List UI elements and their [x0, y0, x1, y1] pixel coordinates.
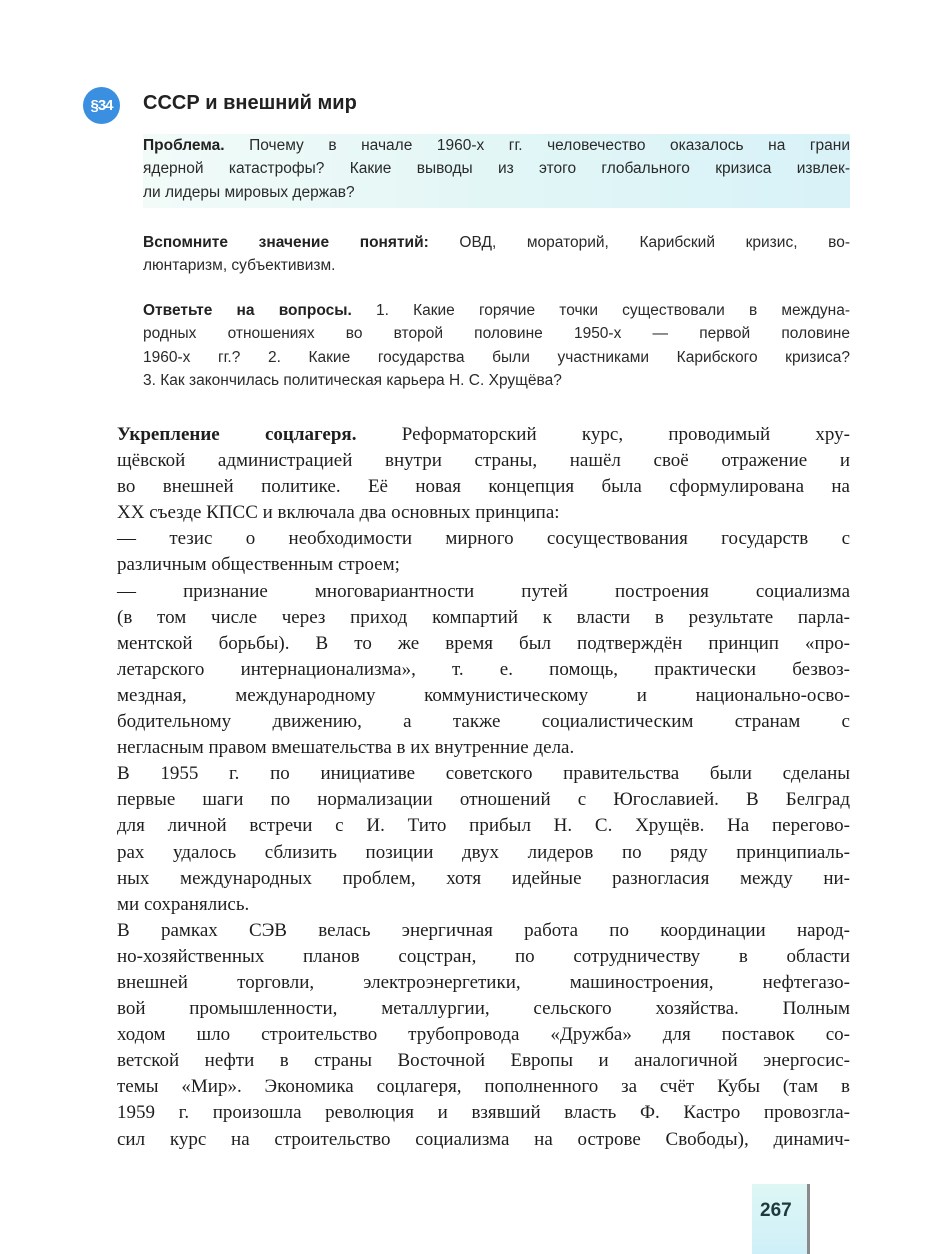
problem-text: ли лидеры мировых держав? [143, 183, 355, 201]
text-line: негласным правом вмешательства в их внутренние дела. [117, 737, 575, 759]
text-line: но-хозяйственных планов соцстран, по сотрудничеству в области [117, 945, 850, 967]
recall-label: Вспомните значение понятий: [143, 234, 429, 251]
text-line: летарского интернационализма», т. е. помощь, практически безвоз- [117, 658, 850, 680]
questions-label: Ответьте на вопросы. [143, 302, 352, 319]
subsection-heading: Укрепление соцлагеря. [117, 424, 357, 445]
text-line: сил курс на строительство социализма на острове Свободы), динамич- [117, 1128, 850, 1150]
text-line: (в том числе через приход компартий к власти в результате парла- [117, 606, 850, 628]
questions-text: родных отношениях во второй половине 1950-х — первой половине [143, 325, 850, 343]
questions-text: 1. Какие горячие точки существовали в междуна- [375, 302, 850, 319]
text-line: внешней торговли, электроэнергетики, машиностроения, нефтегазо- [117, 971, 850, 993]
text-line: первые шаги по нормализации отношений с Югославией. В Белград [117, 789, 850, 811]
text-line: щёвской администрацией внутри страны, нашёл своё отражение и [117, 450, 850, 472]
text-line: во внешней политике. Её новая концепция была сформулирована на [117, 476, 850, 498]
text-line: мездная, международному коммунистическому и национально-осво- [117, 684, 850, 706]
questions-text: 1960-х гг.? 2. Какие государства были участниками Карибского кризиса? [143, 348, 850, 366]
text-line: для личной встречи с И. Тито прибыл Н. С. Хрущёв. На перегово- [117, 815, 850, 837]
problem-label: Проблема. [143, 137, 225, 154]
problem-text: Почему в начале 1960-х гг. человечество оказалось на грани [249, 137, 851, 154]
text-line: бодительному движению, а также социалистическим странам с [117, 711, 850, 733]
page-title: СССР и внешний мир [143, 92, 357, 114]
questions-block [143, 299, 850, 392]
text-line: XX съезде КПСС и включала два основных принципа: [117, 502, 560, 524]
text-line: В рамках СЭВ велась энергичная работа по координации народ- [117, 919, 850, 941]
text-line: вой промышленности, металлургии, сельского хозяйства. Полным [117, 998, 850, 1020]
text-line: Реформаторский курс, проводимый хру- [401, 424, 850, 445]
section-badge: §34 [83, 87, 120, 124]
text-line: ментской борьбы). В то же время был подтверждён принцип «про- [117, 632, 850, 654]
text-line: ных международных проблем, хотя идейные разногласия между ни- [117, 867, 850, 889]
text-line: ветской нефти в страны Восточной Европы и аналогичной энергосис- [117, 1050, 850, 1072]
text-line: ходом шло строительство трубопровода «Дружба» для поставок со- [117, 1024, 850, 1046]
text-line: темы «Мир». Экономика соцлагеря, пополненного за счёт Кубы (там в [117, 1076, 850, 1098]
text-line: В 1955 г. по инициативе советского правительства были сделаны [117, 763, 850, 785]
recall-text: ОВД, мораторий, Карибский кризис, во- [459, 234, 850, 251]
recall-text: люнтаризм, субъективизм. [143, 257, 336, 275]
questions-text: 3. Как закончилась политическая карьера Н. С. Хрущёва? [143, 371, 562, 389]
text-line: — признание многовариантности путей построения социализма [117, 580, 850, 602]
recall-block [143, 231, 850, 278]
text-line: рах удалось сблизить позиции двух лидеров по ряду принципиаль- [117, 841, 850, 863]
main-text [117, 422, 850, 1153]
problem-box [143, 134, 850, 208]
problem-text: ядерной катастрофы? Какие выводы из этого глобального кризиса извлек- [143, 160, 850, 178]
text-line: — тезис о необходимости мирного сосуществования государств с [117, 528, 850, 550]
text-line: различным общественным строем; [117, 554, 400, 576]
text-line: ми сохранялись. [117, 893, 250, 915]
page-number: 267 [760, 1200, 792, 1221]
text-line: 1959 г. произошла революция и взявший власть Ф. Кастро провозгла- [117, 1102, 850, 1124]
